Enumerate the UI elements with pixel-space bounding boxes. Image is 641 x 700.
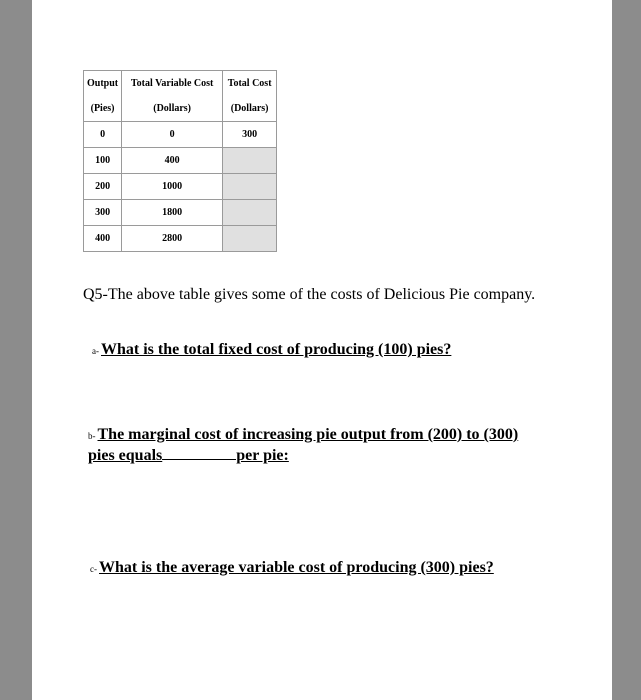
cell-tvc: 1800: [122, 200, 223, 226]
cell-output: 0: [84, 122, 122, 148]
part-b-text-after: per pie:: [236, 447, 289, 464]
part-c-marker: c-: [90, 564, 97, 574]
cell-tvc: 2800: [122, 226, 223, 252]
cell-tvc: 0: [122, 122, 223, 148]
table-row: [84, 226, 277, 252]
answer-blank-line: [162, 458, 236, 460]
header-tc-units: (Dollars): [223, 96, 277, 122]
header-tvc-units: (Dollars): [122, 96, 223, 122]
header-total-variable-cost: Total Variable Cost: [122, 71, 223, 97]
cell-tc-blank: [223, 148, 277, 174]
cell-output: 200: [84, 174, 122, 200]
cell-tc-blank: [223, 226, 277, 252]
header-total-cost: Total Cost: [223, 71, 277, 97]
document-page: [32, 0, 612, 700]
part-c-text: What is the average variable cost of producing (300) pies?: [99, 559, 494, 576]
part-b-marker: b-: [88, 431, 96, 441]
part-a-text: What is the total fixed cost of producing (100) pies?: [101, 341, 452, 358]
part-a: [92, 340, 562, 361]
part-c: [90, 558, 510, 579]
table-row: [84, 148, 277, 174]
header-output: Output: [84, 71, 122, 97]
cell-tc-blank: [223, 174, 277, 200]
cell-tc-blank: [223, 200, 277, 226]
table-row: [84, 122, 277, 148]
table-row: [84, 200, 277, 226]
cell-tc: 300: [223, 122, 277, 148]
part-b-text: The marginal cost of increasing pie output from (200) to (300) pies equals: [88, 426, 519, 464]
cost-table: [83, 70, 277, 252]
table-header-row: [84, 71, 277, 97]
cell-tvc: 400: [122, 148, 223, 174]
table-row: [84, 174, 277, 200]
part-a-marker: a-: [92, 346, 99, 356]
cell-output: 100: [84, 148, 122, 174]
question-text: Q5-The above table gives some of the costs of Delicious Pie company.: [83, 286, 536, 303]
cell-tvc: 1000: [122, 174, 223, 200]
part-b: [88, 425, 538, 466]
cell-output: 400: [84, 226, 122, 252]
header-output-units: (Pies): [84, 96, 122, 122]
table-header-units-row: [84, 96, 277, 122]
cell-output: 300: [84, 200, 122, 226]
